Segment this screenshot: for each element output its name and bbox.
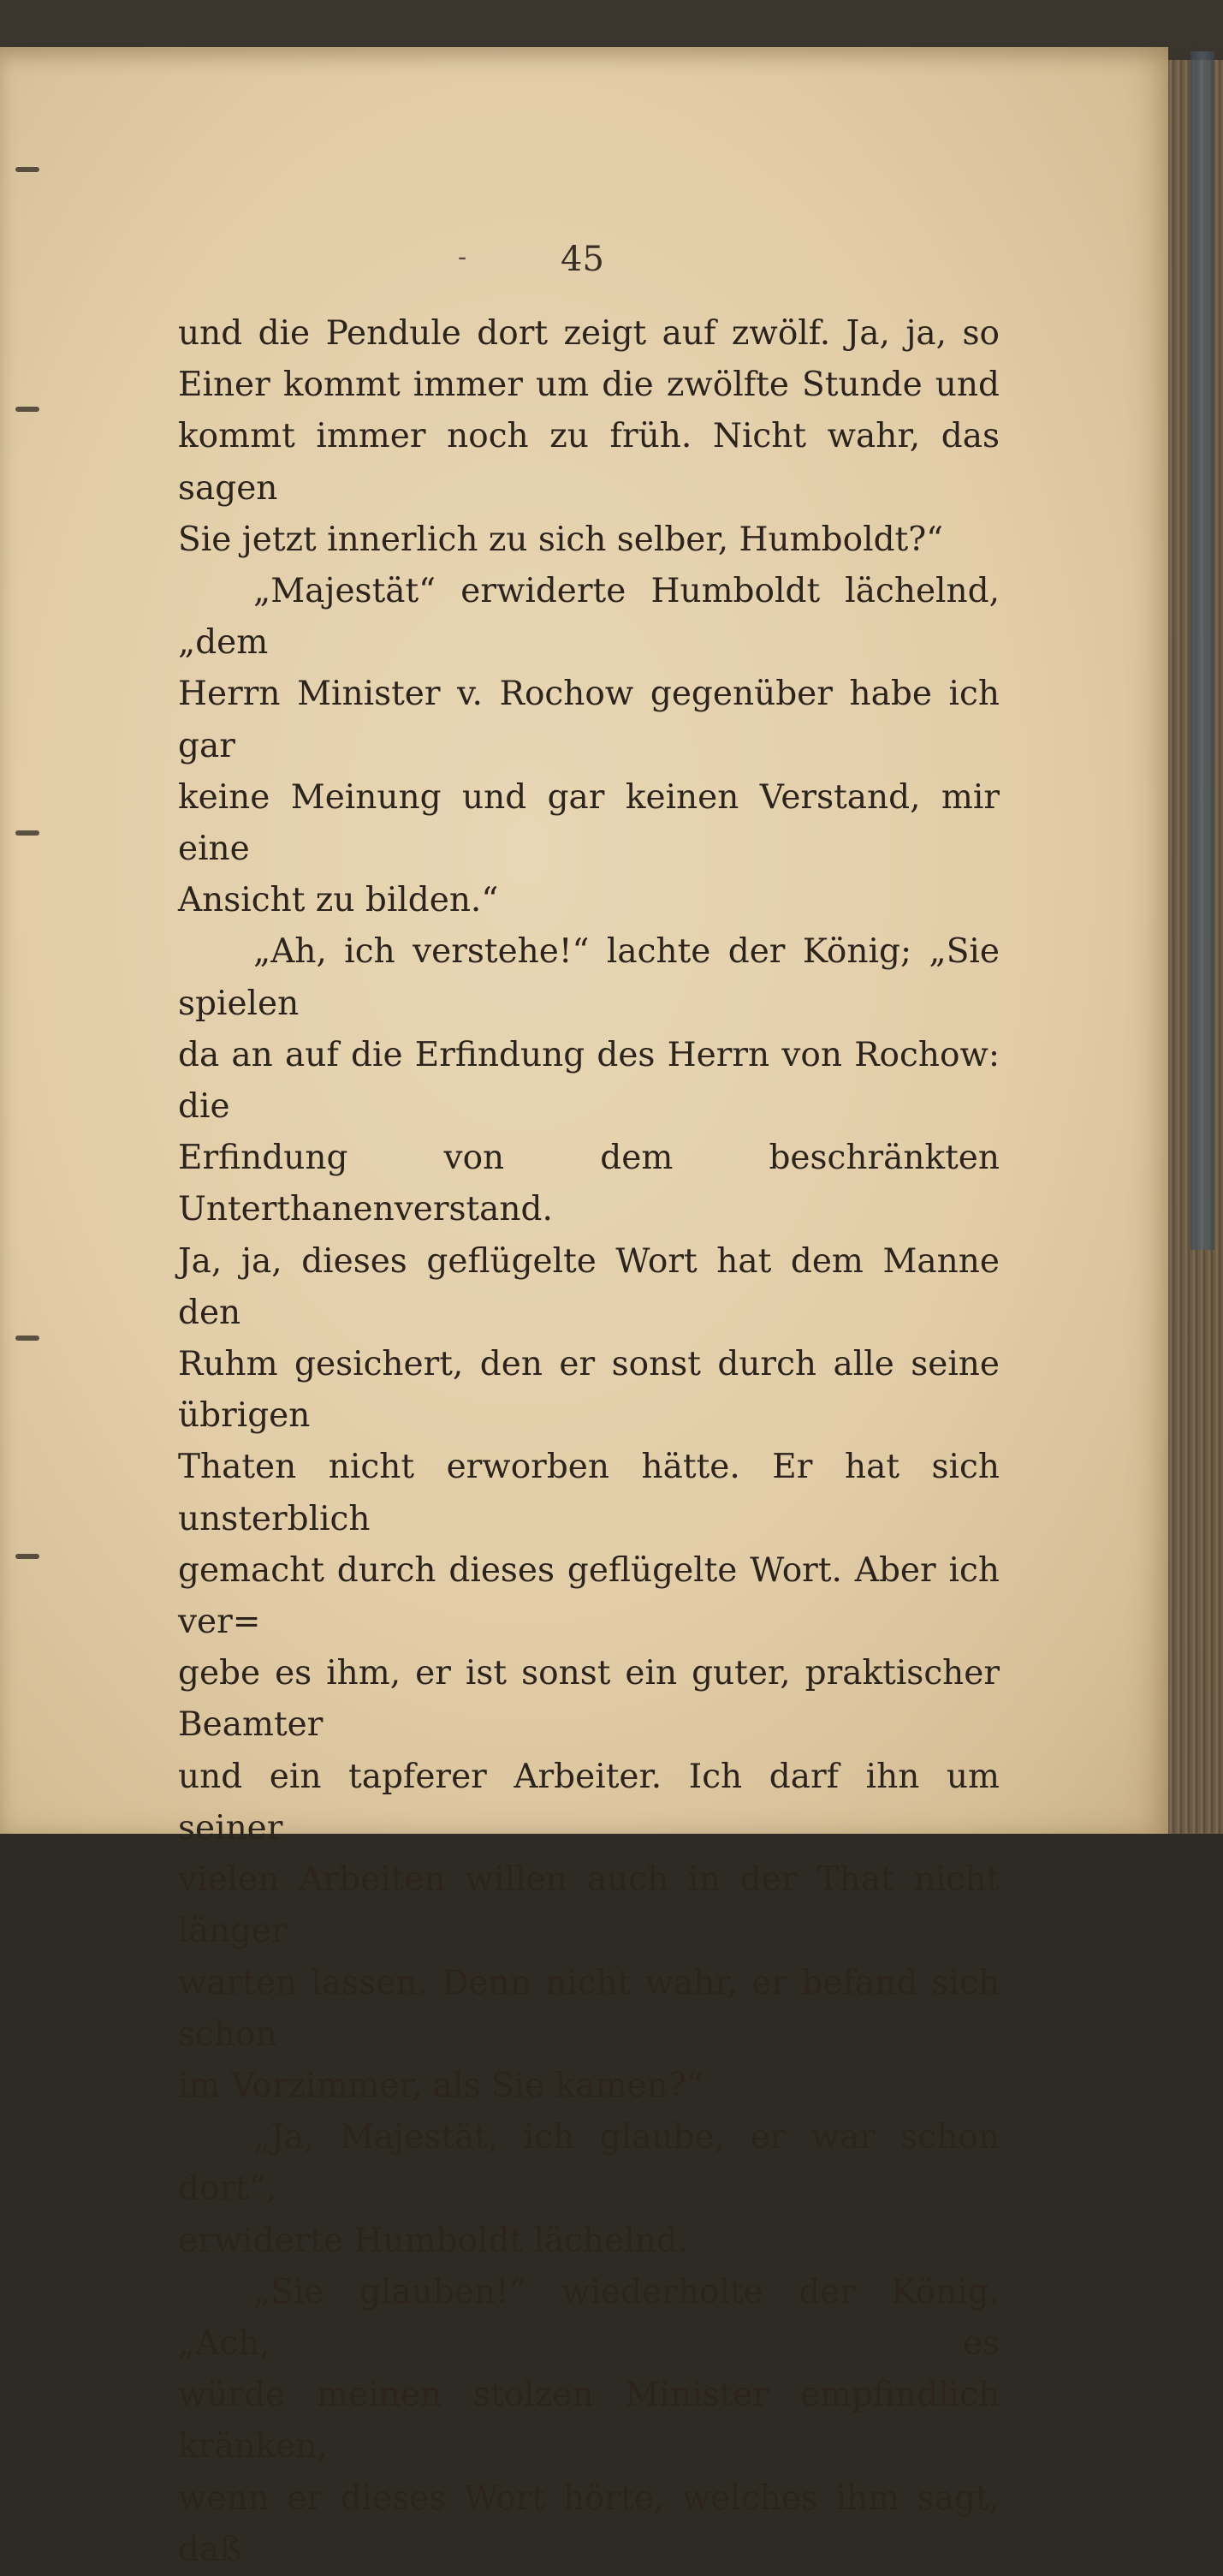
paragraph bbox=[178, 2112, 1000, 2215]
binding-mark bbox=[15, 1554, 39, 1559]
text-line: Ja, ja, dieses geflügelte Wort hat dem Manne den bbox=[178, 1241, 1000, 1332]
text-line: „Ah, ich verstehe!“ lachte der König; „Sie spielen bbox=[178, 932, 1000, 1023]
paragraph-last-line bbox=[178, 515, 1000, 566]
text-line: da an auf die Erfindung des Herrn von Rochow: die bbox=[178, 1035, 1000, 1127]
binding-mark bbox=[15, 407, 39, 412]
paragraph-last-line bbox=[178, 2216, 1000, 2267]
page-number: 45 bbox=[561, 240, 604, 279]
text-line: Ansicht zu bilden.“ bbox=[178, 881, 499, 920]
text-line: Einer kommt immer um die zwölfte Stunde und bbox=[178, 366, 1000, 405]
binding-mark bbox=[15, 1336, 39, 1341]
book-cover-edge bbox=[1190, 51, 1214, 1250]
text-line: gemacht durch dieses geflügelte Wort. Aber ich ver= bbox=[178, 1550, 1000, 1642]
text-line: würde meinen stolzen Minister empfindlich kränken, bbox=[178, 2376, 1000, 2466]
paragraph-last-line bbox=[178, 2061, 1000, 2112]
text-line: warten lassen. Denn nicht wahr, er befand sich schon bbox=[178, 1963, 1000, 2054]
text-line: und die Pendule dort zeigt auf zwölf. Ja, ja, so bbox=[178, 314, 1000, 353]
text-line: „Sie glauben!“ wiederholte der König. „Ach, es bbox=[178, 2272, 1000, 2363]
text-line: keine Meinung und gar keinen Verstand, mir eine bbox=[178, 777, 1000, 869]
text-line: „Majestät“ erwiderte Humboldt lächelnd, „dem bbox=[178, 572, 1000, 663]
page-number-dash: - bbox=[458, 242, 467, 272]
text-line: Erfindung von dem beschränkten Unterthanenverstand. bbox=[178, 1139, 1000, 1229]
paragraph bbox=[178, 2267, 1000, 2576]
text-line: gebe es ihm, er ist sonst ein guter, praktischer Beamter bbox=[178, 1654, 1000, 1745]
text-line: vielen Arbeiten willen auch in der That nicht länger bbox=[178, 1860, 1000, 1951]
paragraph-last-line bbox=[178, 875, 1000, 926]
text-line: Thaten nicht erworben hätte. Er hat sich unsterblich bbox=[178, 1448, 1000, 1538]
body-text bbox=[178, 308, 1000, 2576]
paragraph bbox=[178, 308, 1000, 515]
paragraph bbox=[178, 926, 1000, 2060]
text-line: im Vorzimmer, als Sie kamen?“ bbox=[178, 2066, 704, 2105]
text-line: Sie jetzt innerlich zu sich selber, Humboldt?“ bbox=[178, 520, 944, 559]
text-line: Ruhm gesichert, den er sonst durch alle seine übrigen bbox=[178, 1345, 1000, 1436]
binding-mark bbox=[15, 167, 39, 172]
text-line: Herrn Minister v. Rochow gegenüber habe ich gar bbox=[178, 675, 1000, 765]
book-page bbox=[0, 47, 1168, 2569]
text-line: erwiderte Humboldt lächelnd. bbox=[178, 2221, 689, 2260]
text-line: „Ja, Majestät, ich glaube, er war schon dort“, bbox=[178, 2118, 1000, 2209]
text-line: und ein tapferer Arbeiter. Ich darf ihn um seiner bbox=[178, 1757, 1000, 1847]
binding-mark bbox=[15, 830, 39, 836]
text-line: wenn er dieses Wort hörte, welches ihm sagt, daß bbox=[178, 2478, 1000, 2569]
text-line: kommt immer noch zu früh. Nicht wahr, das sagen bbox=[178, 417, 1000, 508]
paragraph bbox=[178, 566, 1000, 875]
